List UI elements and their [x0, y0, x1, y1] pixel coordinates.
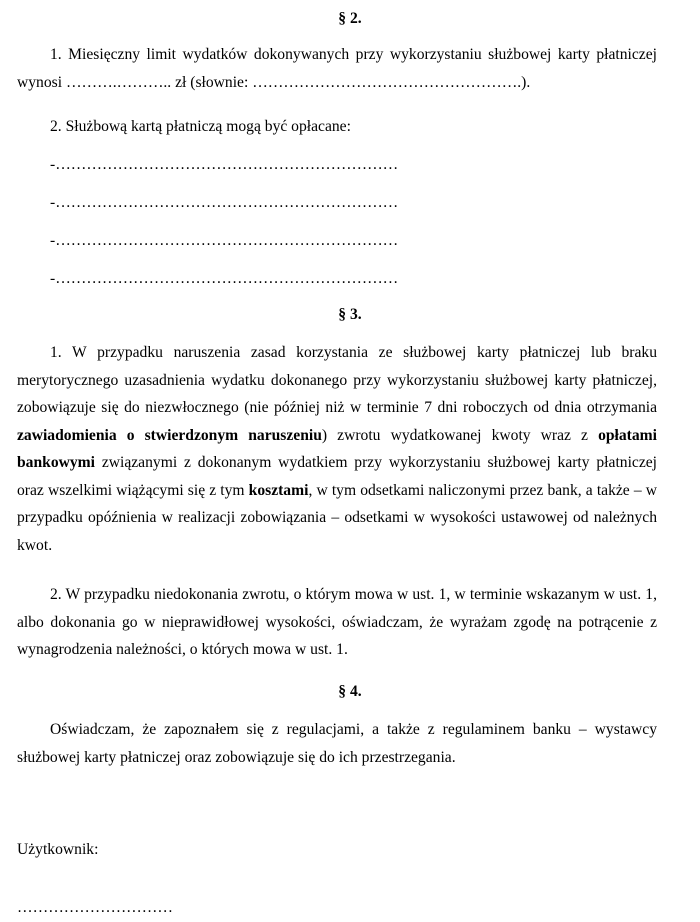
blank-line-1: -………………………………………………………… [50, 156, 399, 173]
signature-label: Użytkownik: [17, 841, 99, 858]
section-3-paragraph-1 [17, 339, 657, 559]
section-3-paragraph-2-text: 2. W przypadku niedokonania zwrotu, o którym mowa w ust. 1, w terminie wskazanym w ust. 1, albo dokonania go w nieprawidłowej wysokości, oświadczam, że wyrażam zgodę na potrącenie z wynagrodzenia należności, o których mowa w ust. 1. [17, 586, 657, 658]
section-3-p1-text-d: , w tym odsetkami naliczonymi przez bank, a także – w przypadku opóźnienia w realizacji zobowiązania – odsetkami w wysokości ustawowej od należnych kwot. [17, 481, 657, 554]
section-2-paragraph-1-text: 1. Miesięczny limit wydatków dokonywanych przy wykorzystaniu służbowej karty płatniczej wynosi ……….……….. zł (słownie: …………………………………………….). [17, 46, 657, 91]
section-4-paragraph-1 [17, 716, 657, 771]
blank-line-3: -………………………………………………………… [50, 232, 399, 249]
section-3-p1-text-b: ) zwrotu wydatkowanej kwoty wraz z [321, 426, 599, 444]
section-3-heading: § 3. [338, 306, 362, 323]
section-4-heading: § 4. [338, 683, 362, 700]
section-2-paragraph-2-text: 2. Służbową kartą płatniczą mogą być opłacane: [50, 118, 351, 135]
section-2-heading: § 2. [338, 10, 362, 27]
blank-line-4: -………………………………………………………… [50, 270, 399, 287]
section-3-p1-bold-notice: zawiadomienia o stwierdzonym naruszeniu [17, 426, 322, 444]
section-2-paragraph-2 [17, 113, 657, 141]
section-3-paragraph-2 [17, 581, 657, 664]
section-3-p1-text-a: 1. W przypadku naruszenia zasad korzystania ze służbowej karty płatniczej lub braku merytorycznego uzasadnienia wydatku dokonanego przy wykorzystaniu służbowej karty płatniczej, zobowiązuje się do niezwłocznego (nie później niż w terminie 7 dni roboczych od dnia otrzymania [17, 344, 657, 416]
section-2-paragraph-1 [17, 41, 657, 96]
section-3-p1-bold-costs: kosztami [248, 481, 309, 499]
blank-line-2: -………………………………………………………… [50, 194, 399, 211]
section-3-p1-bold-bank-fees: opłatami bankowymi [17, 426, 657, 471]
signature-line: ………………………… [17, 899, 173, 916]
section-4-paragraph-1-text: Oświadczam, że zapoznałem się z regulacjami, a także z regulaminem banku – wystawcy służbowej karty płatniczej oraz zobowiązuje się do ich przestrzegania. [17, 721, 657, 766]
section-3-p1-text-c: związanymi z dokonanym wydatkiem przy wykorzystaniu służbowej karty płatniczej oraz wszelkimi wiążącymi się z tym [17, 454, 657, 499]
